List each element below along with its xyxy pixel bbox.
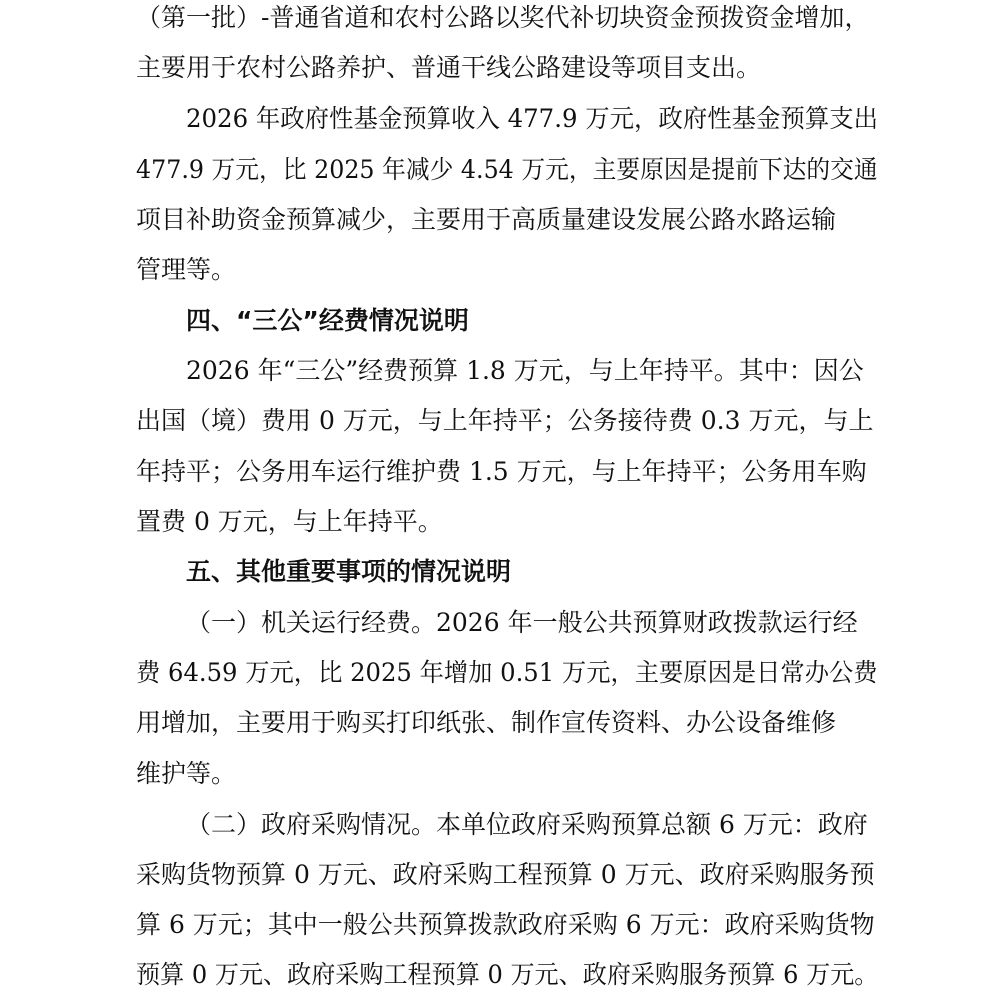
text-line: 项目补助资金预算减少，主要用于高质量建设发展公路水路运输: [136, 205, 837, 234]
text-line: 477.9 万元，比 2025 年减少 4.54 万元，主要原因是提前下达的交通: [136, 155, 878, 184]
section-heading: 五、其他重要事项的情况说明: [186, 557, 512, 586]
text-line: 算 6 万元；其中一般公共预算拨款政府采购 6 万元：政府采购货物: [136, 910, 875, 939]
text-line: 置费 0 万元，与上年持平。: [136, 507, 443, 536]
text-line: 2026 年政府性基金预算收入 477.9 万元，政府性基金预算支出: [186, 104, 879, 133]
text-line: 出国（境）费用 0 万元，与上年持平；公务接待费 0.3 万元，与上: [136, 406, 874, 435]
text-line: 2026 年“三公”经费预算 1.8 万元，与上年持平。其中：因公: [186, 356, 864, 385]
text-line: 用增加，主要用于购买打印纸张、制作宣传资料、办公设备维修: [136, 708, 837, 737]
text-line: 维护等。: [136, 759, 237, 788]
text-line: 管理等。: [136, 255, 237, 284]
text-line: 预算 0 万元、政府采购工程预算 0 万元、政府采购服务预算 6 万元。: [136, 960, 879, 989]
text-line: 费 64.59 万元，比 2025 年增加 0.51 万元，主要原因是日常办公费: [136, 658, 878, 687]
text-line: （第一批）-普通省道和农村公路以奖代补切块资金预拨资金增加，: [136, 3, 870, 32]
text-line: 主要用于农村公路养护、普通干线公路建设等项目支出。: [136, 53, 762, 82]
text-line: 采购货物预算 0 万元、政府采购工程预算 0 万元、政府采购服务预: [136, 860, 875, 889]
section-heading: 四、“三公”经费情况说明: [186, 306, 469, 335]
text-line: 年持平；公务用车运行维护费 1.5 万元，与上年持平；公务用车购: [136, 457, 867, 486]
text-line: （二）政府采购情况。本单位政府采购预算总额 6 万元：政府: [186, 810, 868, 839]
text-line: （一）机关运行经费。2026 年一般公共预算财政拨款运行经: [186, 608, 858, 637]
